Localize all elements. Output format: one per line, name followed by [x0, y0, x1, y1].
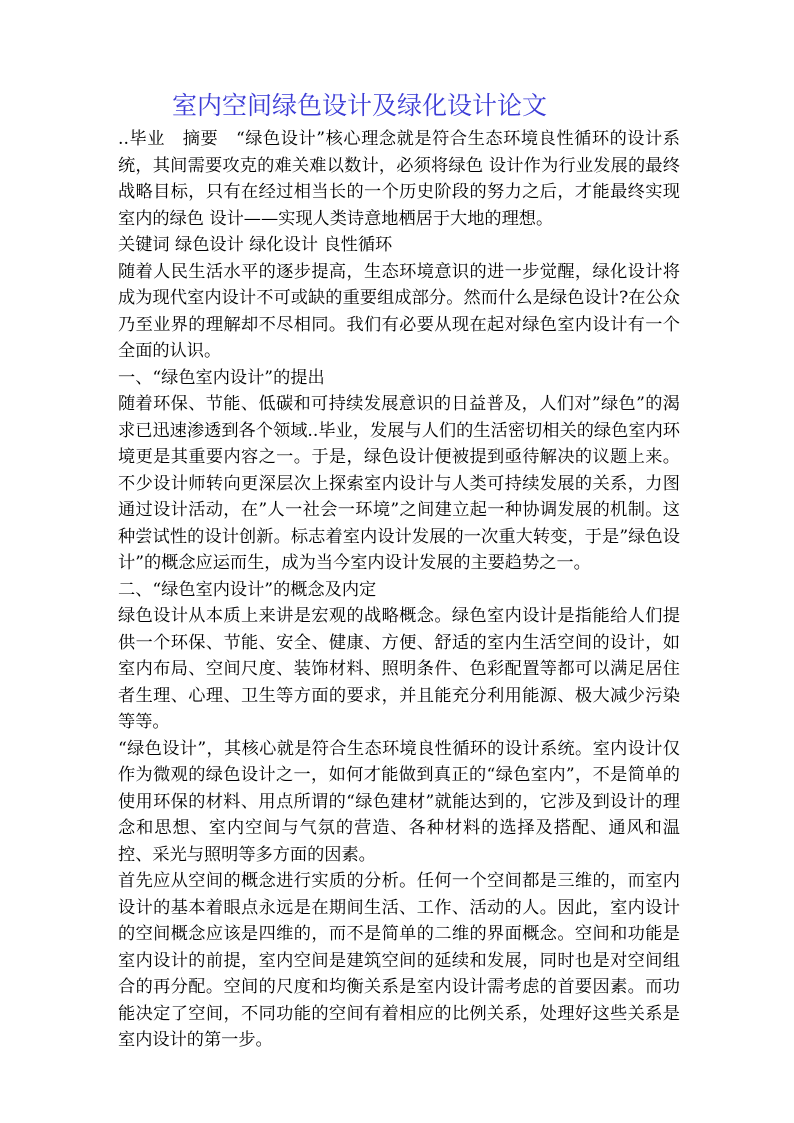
section-heading-1: 一、“绿色室内设计”的提出: [118, 367, 325, 388]
section-2-paragraph-1: 绿色设计从本质上来讲是宏观的战略概念。绿色室内设计是指能给人们提供一个环保、节能、安全、健康、方便、舒适的室内生活空间的设计，如室内布局、空间尺度、装饰材料、照明条件、色彩配置等都可以满足居住者生理、心理、卫生等方面的要求，并且能充分利用能源、极大减少污染等等。: [118, 606, 680, 732]
section-heading-2: 二、“绿色室内设计”的概念及内定: [118, 579, 377, 600]
section-1-paragraph: 随着环保、节能、低碳和可持续发展意识的日益普及，人们对”绿色”的渴求已迅速渗透到各个领域..毕业，发展与人们的生活密切相关的绿色室内环境更是其重要内容之一。于是，绿色设计便被提到亟待解决的议题上来。不少设计师转向更深层次上探索室内设计与人类可持续发展的关系，力图通过设计活动，在”人一社会一环境”之间建立起一种协调发展的机制。这种尝试性的设计创新。标志着室内设计发展的一次重大转变，于是”绿色设计”的概念应运而生，成为当今室内设计发展的主要趋势之一。: [118, 394, 680, 573]
keywords-line: 关键词 绿色设计 绿化设计 良性循环: [118, 235, 393, 255]
abstract-paragraph: ..毕业 摘要 “绿色设计”核心理念就是符合生态环境良性循环的设计系统，其间需要攻克的难关难以数计，必须将绿色 设计作为行业发展的最终战略目标，只有在经过相当长的一个历史阶段的努力之后，才能最终实现室内的绿色 设计——实现人类诗意地栖居于大地的理想。: [118, 129, 680, 229]
section-2-paragraph-2: “绿色设计”，其核心就是符合生态环境良性循环的设计系统。室内设计仅作为微观的绿色设计之一，如何才能做到真正的“绿色室内”，不是简单的使用环保的材料、用点所谓的“绿色建材”就能达到的，它涉及到设计的理念和思想、室内空间与气氛的营造、各种材料的选择及搭配、通风和温控、采光与照明等多方面的因素。: [118, 738, 680, 865]
document-title: 室内空间绿色设计及绿化设计论文: [172, 91, 548, 120]
document-body: [118, 126, 680, 1054]
section-2-paragraph-3: 首先应从空间的概念进行实质的分析。任何一个空间都是三维的，而室内设计的基本着眼点永远是在期间生活、工作、活动的人。因此，室内设计的空间概念应该是四维的，而不是简单的二维的界面概念。空间和功能是室内设计的前提，室内空间是建筑空间的延续和发展，同时也是对空间组合的再分配。空间的尺度和均衡关系是室内设计需考虑的首要因素。而功能决定了空间，不同功能的空间有着相应的比例关系，处理好这些关系是室内设计的第一步。: [118, 871, 680, 1050]
intro-paragraph: 随着人民生活水平的逐步提高，生态环境意识的进一步觉醒，绿化设计将成为现代室内设计不可或缺的重要组成部分。然而什么是绿色设计?在公众乃至业界的理解却不尽相同。我们有必要从现在起对绿色室内设计有一个全面的认识。: [118, 261, 680, 361]
